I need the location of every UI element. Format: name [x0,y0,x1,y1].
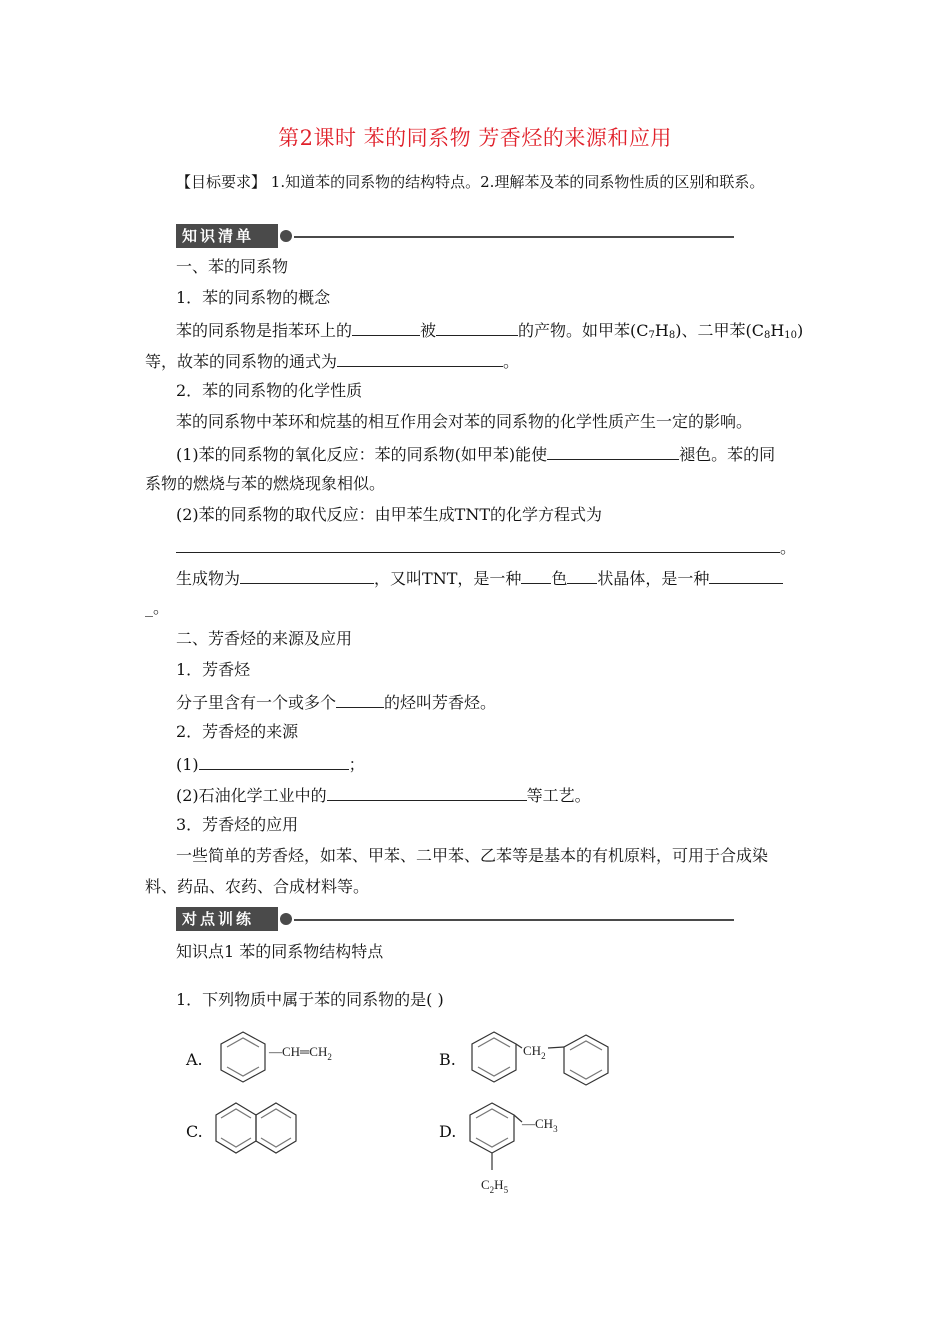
oxidation-line2: 系物的燃烧与苯的燃烧现象相似。 [145,474,386,493]
svg-text:—CH═CH2: $—CH═CH_2$ [269,1044,332,1062]
fill-blank[interactable] [176,535,780,553]
application-line1: 一些简单的芳香烃，如苯、甲苯、二甲苯、乙苯等是基本的有机原料，可用于合成染 [176,846,769,865]
section-header-label: 对点训练 [176,907,278,931]
arom2-title: 2．芳香烃的来源 [176,722,299,741]
option-a-structure [213,1027,343,1097]
goal-text: 1.知道苯的同系物的结构特点。2.理解苯及苯的同系物性质的区别和联系。 [266,173,765,191]
option-b-label: B. [439,1050,456,1069]
goal-tag: 【目标要求】 [176,173,267,191]
product-line: 生成物为 ，又叫TNT，是一种 色 状晶体，是一种 [176,566,783,590]
item2-title: 2．苯的同系物的化学性质 [176,381,363,400]
bullet-icon [280,913,292,925]
bullet-icon [280,230,292,242]
arom1-title: 1．芳香烃 [176,660,251,679]
arom1-text: 分子里含有一个或多个 的烃叫芳香烃。 [176,690,496,714]
svg-text:—CH3: $—CH_3$ [522,1116,558,1134]
fill-blank[interactable] [336,690,384,708]
source2-line: (2)石油化学工业中的 等工艺。 [176,783,591,807]
equation-line: 。 [176,535,796,559]
product-line-end: _。 [145,598,170,617]
application-line2: 料、药品、农药、合成材料等。 [145,877,370,896]
fill-blank[interactable] [199,752,349,770]
part2-title: 二、芳香烃的来源及应用 [176,629,353,648]
source1-line: (1) ； [176,752,365,776]
fill-blank[interactable] [240,566,374,584]
fill-blank[interactable] [709,566,783,584]
item1-line2: 等，故苯的同系物的通式为 。 [145,349,519,373]
section-header-label: 知识清单 [176,224,278,248]
substitution-title: (2)苯的同系物的取代反应：由甲苯生成TNT的化学方程式为 [176,505,603,524]
learning-goals [176,171,764,192]
knowledge-point-1: 知识点1 苯的同系物结构特点 [176,942,384,961]
question-1: 1．下列物质中属于苯的同系物的是( ) [176,990,444,1009]
oxidation-line1: (1)苯的同系物的氧化反应：苯的同系物(如甲苯)能使 褪色。苯的同 [176,442,775,466]
fill-blank[interactable] [327,783,527,801]
fill-blank[interactable] [567,566,597,584]
fill-blank[interactable] [521,566,551,584]
option-d-label: D. [439,1122,457,1141]
section-rule [294,919,734,921]
option-c-structure [210,1098,300,1168]
fill-blank[interactable] [337,349,503,367]
option-d-structure [464,1098,584,1198]
fill-blank[interactable] [436,318,518,336]
option-c-label: C. [186,1122,203,1141]
option-a-label: A. [186,1050,203,1069]
svg-text:CH2: $CH_2$ [523,1043,546,1061]
option-b-structure [464,1027,624,1097]
arom3-title: 3．芳香烃的应用 [176,815,299,834]
svg-text:C2H5: $C_2H_5$ [481,1177,509,1195]
item1-title: 1．苯的同系物的概念 [176,288,331,307]
fill-blank[interactable] [352,318,420,336]
section-rule [294,236,734,238]
item1-line1: 苯的同系物是指苯环上的 被 的产物。如甲苯$(C_7H_8)$、二甲苯$(C_8H_{10})$ [176,318,803,342]
item2-intro: 苯的同系物中苯环和烷基的相互作用会对苯的同系物的化学性质产生一定的影响。 [176,412,753,431]
page-title: 第2课时 苯的同系物 芳香烃的来源和应用 [278,126,672,150]
part1-title: 一、苯的同系物 [176,257,289,276]
fill-blank[interactable] [547,442,679,460]
